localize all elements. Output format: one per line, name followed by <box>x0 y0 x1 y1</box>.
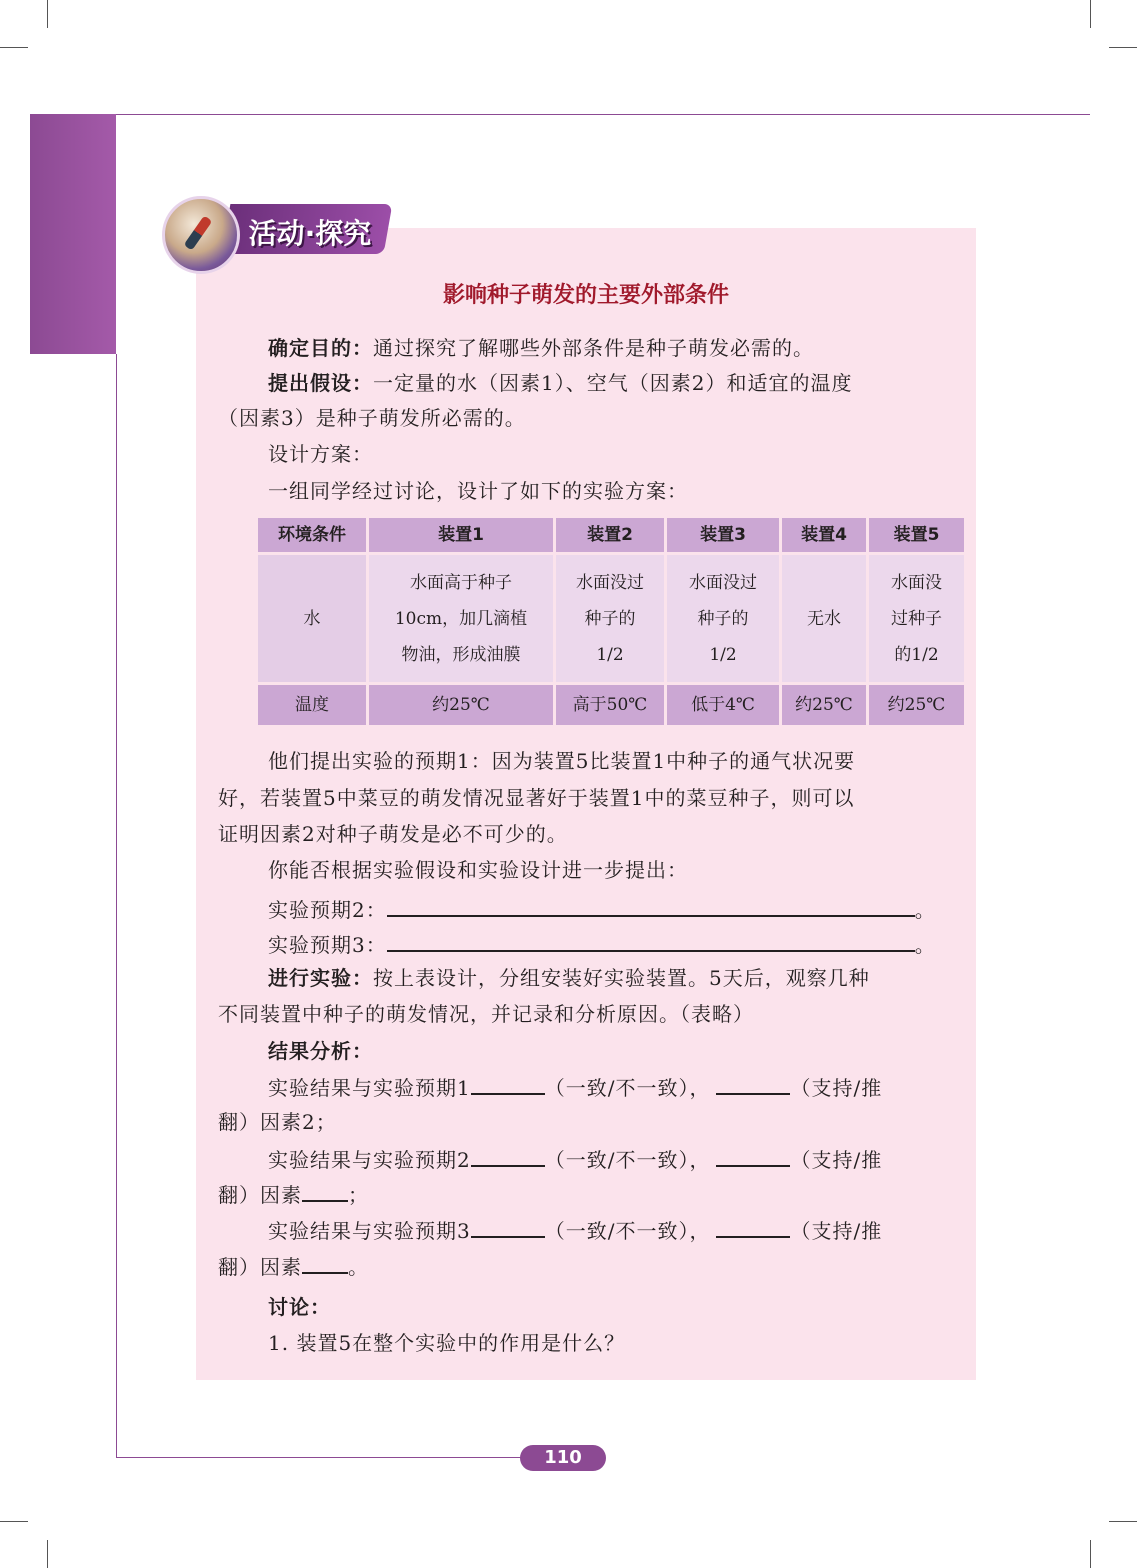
analysis-text: （一致/不一致）， <box>544 1219 711 1243</box>
analysis-text: （一致/不一致）， <box>544 1148 711 1172</box>
table-header: 装置4 <box>781 517 868 554</box>
discussion-question: 1. 装置5在整个实验中的作用是什么？ <box>268 1331 626 1355</box>
crop-mark <box>1109 1521 1137 1522</box>
analysis-text: 实验结果与实验预期1 <box>268 1076 471 1100</box>
analysis-text: （一致/不一致）， <box>544 1076 711 1100</box>
crop-mark <box>47 1540 48 1568</box>
cell-line: 水面高于种子 <box>410 572 512 593</box>
crop-mark <box>47 0 48 28</box>
cell-line: 水面没 <box>891 572 942 593</box>
table-cell <box>368 554 555 684</box>
table-header: 装置5 <box>868 517 966 554</box>
prediction-2-line <box>268 891 936 928</box>
analysis-text: （支持/推 <box>790 1219 883 1243</box>
prediction-ask: 你能否根据实验假设和实验设计进一步提出： <box>268 858 688 882</box>
side-tab-char: 繁 <box>121 279 135 294</box>
table-cell <box>781 554 868 684</box>
compass-icon <box>162 196 240 274</box>
hypothesis-text: 一定量的水（因素1）、空气（因素2）和适宜的温度 <box>373 371 853 395</box>
prediction-2-blank[interactable] <box>387 891 915 917</box>
analysis-label: 结果分析： <box>268 1039 373 1063</box>
prediction-1-line: 证明因素2对种子萌发是必不可少的。 <box>218 822 568 846</box>
analysis-text: 翻）因素 <box>218 1255 302 1279</box>
purpose-text: 通过探究了解哪些外部条件是种子萌发必需的。 <box>373 336 814 360</box>
analysis-row-2 <box>268 1141 882 1178</box>
analysis-text: 翻）因素 <box>218 1183 302 1207</box>
cell-line: 种子的 <box>584 608 636 629</box>
discussion-label: 讨论： <box>268 1295 331 1319</box>
analysis-row-1-cont: 翻）因素2； <box>218 1110 337 1134</box>
table-cell <box>868 554 966 684</box>
crop-mark <box>1109 47 1137 48</box>
table-cell <box>555 554 666 684</box>
cell-line: 水面没过 <box>576 572 644 593</box>
answer-blank[interactable] <box>471 1141 545 1167</box>
hypothesis-line-2: （因素3）是种子萌发所必需的。 <box>218 406 526 430</box>
page-number: 110 <box>520 1445 606 1471</box>
activity-badge-label: 活动·探究 <box>248 217 372 250</box>
side-tab-char: 殖 <box>121 329 135 344</box>
table-header: 装置3 <box>666 517 781 554</box>
table-cell: 低于4℃ <box>666 684 781 727</box>
cell-line: 水面没过 <box>689 572 757 593</box>
prediction-3-blank[interactable] <box>387 926 915 952</box>
top-rule <box>116 114 1090 115</box>
crop-mark <box>0 47 28 48</box>
analysis-row-3-cont <box>218 1248 369 1285</box>
design-label: 设计方案： <box>268 442 373 466</box>
analysis-text: （支持/推 <box>790 1148 883 1172</box>
table-header: 装置2 <box>555 517 666 554</box>
chapter-side-tab <box>30 114 135 354</box>
analysis-text: 实验结果与实验预期3 <box>268 1219 471 1243</box>
hypothesis-label: 提出假设： <box>268 371 373 395</box>
answer-blank[interactable] <box>471 1212 545 1238</box>
cell-line: 10cm，加几滴植 <box>394 608 528 629</box>
cell-line: 无水 <box>807 608 841 629</box>
prediction-3-line <box>268 926 936 963</box>
purpose-label: 确定目的： <box>268 336 373 360</box>
answer-blank[interactable] <box>302 1248 348 1274</box>
table-header-row <box>257 517 966 554</box>
table-row <box>257 684 966 727</box>
table-cell <box>666 554 781 684</box>
prediction-2-label: 实验预期2： <box>268 898 387 922</box>
purpose-line <box>268 330 814 366</box>
prediction-1-line: 好，若装置5中菜豆的萌发情况显著好于装置1中的菜豆种子，则可以 <box>218 786 855 810</box>
analysis-text: （支持/推 <box>790 1076 883 1100</box>
answer-blank[interactable] <box>471 1069 545 1095</box>
crop-mark <box>1090 0 1091 28</box>
experiment-label: 进行实验： <box>268 966 373 990</box>
prediction-1-line: 他们提出实验的预期1：因为装置5比装置1中种子的通气状况要 <box>268 749 856 773</box>
cell-line: 的1/2 <box>894 644 939 665</box>
analysis-text: 。 <box>348 1255 369 1279</box>
cell-line: 1/2 <box>596 644 624 665</box>
analysis-row-1 <box>268 1069 882 1106</box>
analysis-text: 实验结果与实验预期2 <box>268 1148 471 1172</box>
table-row <box>257 554 966 684</box>
table-header: 装置1 <box>368 517 555 554</box>
table-cell: 约25℃ <box>368 684 555 727</box>
hypothesis-line <box>268 365 852 401</box>
side-tab-char: 植 <box>121 128 135 143</box>
analysis-text: ； <box>348 1183 369 1207</box>
answer-blank[interactable] <box>716 1212 790 1238</box>
table-row-label: 温度 <box>257 684 368 727</box>
analysis-row-2-cont <box>218 1176 369 1213</box>
crop-mark <box>0 1521 28 1522</box>
side-tab-char: 物 <box>121 178 135 193</box>
experiment-line-2: 不同装置中种子的萌发情况，并记录和分析原因。（表略） <box>218 1002 754 1026</box>
answer-blank[interactable] <box>716 1141 790 1167</box>
prediction-3-label: 实验预期3： <box>268 933 387 957</box>
crop-mark <box>1090 1540 1091 1568</box>
analysis-row-3 <box>268 1212 882 1249</box>
left-rule <box>116 354 117 1458</box>
cell-line: 过种子 <box>891 608 942 629</box>
end-mark: 。 <box>914 898 936 922</box>
table-cell: 约25℃ <box>781 684 868 727</box>
table-header: 环境条件 <box>257 517 368 554</box>
bottom-rule <box>116 1457 536 1458</box>
table-row-label: 水 <box>257 554 368 684</box>
design-intro: 一组同学经过讨论，设计了如下的实验方案： <box>268 479 688 503</box>
answer-blank[interactable] <box>302 1176 348 1202</box>
end-mark: 。 <box>914 933 936 957</box>
table-cell: 约25℃ <box>868 684 966 727</box>
cell-line: 1/2 <box>709 644 737 665</box>
experiment-text: 按上表设计，分组安装好实验装置。5天后，观察几种 <box>373 966 870 990</box>
section-title: 影响种子萌发的主要外部条件 <box>442 283 729 308</box>
answer-blank[interactable] <box>716 1069 790 1095</box>
cell-line: 种子的 <box>697 608 749 629</box>
table-cell: 高于50℃ <box>555 684 666 727</box>
experiment-line <box>268 960 870 996</box>
experiment-table <box>255 515 967 728</box>
side-tab-char: 的 <box>121 229 135 244</box>
cell-line: 物油，形成油膜 <box>401 644 521 665</box>
